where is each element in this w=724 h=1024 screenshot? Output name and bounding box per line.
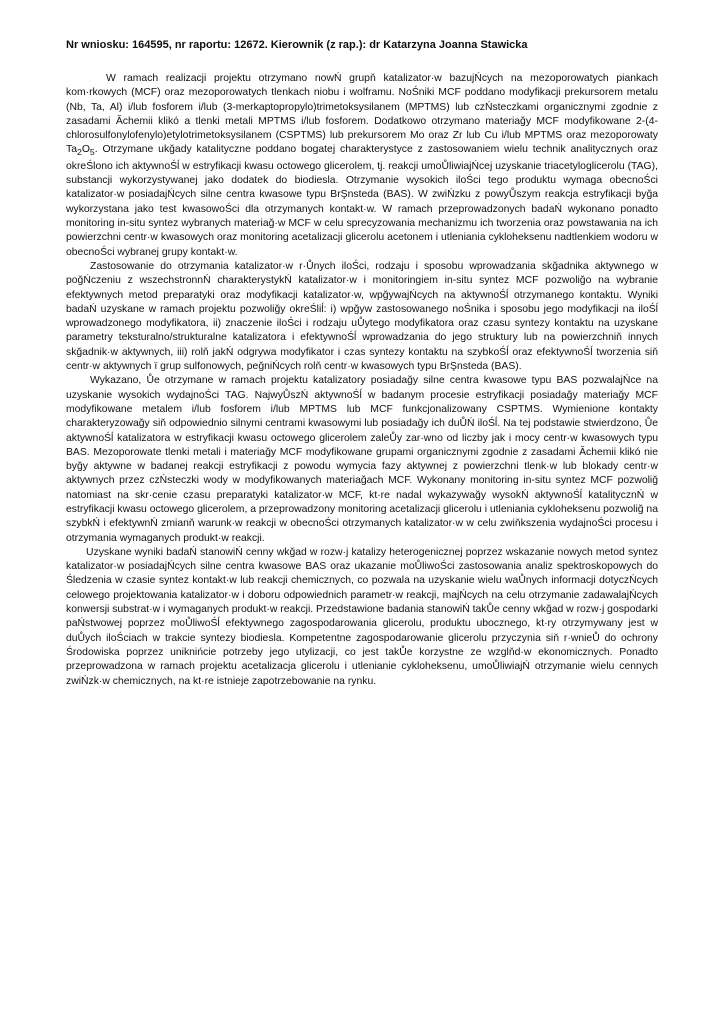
paragraph-1-subscript-1: 2 — [76, 147, 82, 158]
document-body — [66, 72, 658, 689]
paragraph-1-text-a: W ramach realizacji projektu otrzymano nowŃ grupň katalizator·w bazujŃcych na mezoporowatych piankach kom·rkowych (MCF) oraz mezoporowatych tlenkach niobu i wolframu. NoŚniki MCF poddano modyfikacji prekursorem metalu (Nb, Ta, Al) i/lub fosforem i/lub (3-merkaptopropylo)trimetoksysilanem (MPTMS) lub czŃsteczkami organicznymi zgodnie z zasadami Ăchemii klikó a tlenki metali MPTMS i/lub fosforem. Dodatkowo otrzymano materiağy MCF modyfikowane 2-(4-chlorosulfonylofenylo)etylotrimetoksysilanem (CSPTMS) lub prekursorem Mo oraz Zr lub Cu i/lub MPTMS oraz mezoporowaty Ta — [66, 73, 658, 156]
paragraph-1-text-c: . Otrzymane ukğady katalityczne poddano bogatej charakterystyce z zastosowaniem wielu technik analitycznych oraz okreŚlono ich aktywnoŚĺ w estryfikacji kwasu octowego glicerolem, tj. reakcji umoŮliwiajŃcej uzyskanie triacetyloglicerolu (TAG), substancji wykorzystywanej jako dodatek do biodiesla. Otrzymanie wysokich iloŚci tego produktu wymaga obecnoŚci katalizator·w posiadajŃcych silne centra kwasowe typu BrŞnsteda (BAS). W zwiŃzku z powyŮszym reakcja estryfikacji byğa wykorzystana jako test kwasowoŚci dla otrzymanych kontakt·w. W ramach przeprowadzonych badaŃ wykonano ponadto monitoring in-situ syntez wybranych materiağ·w MCF w celu sprecyzowania mechanizmu ich tworzenia oraz powstawania na ich powierzchni centr·w kwasowych oraz monitoring acetalizacji glicerolu acetonem i utleniania cykloheksenu nadtlenkiem wodoru w obecnoŚci wybranej grupy kontakt·w. — [66, 144, 658, 258]
paragraph-1-subscript-2: 5 — [89, 147, 95, 158]
paragraph-2: Zastosowanie do otrzymania katalizator·w r·Ůnych iloŚci, rodzaju i sposobu wprowadzania skğadnika aktywnego w poğŃczeniu z wszechstronnŃ charakterystykŃ katalizator·w i monitoringiem in-situ syntez MCF pozwoliğo na wybranie efektywnych metod preparatyki oraz modyfikacji katalizator·w, wpğywajŃcych na aktywnoŚĺ otrzymanego kontaktu. Wyniki badaŃ uzyskane w ramach projektu pozwoliğy okreŚliĺ: i) wpğyw zastosowanego noŚnika i sposobu jego modyfikacji na iloŚĺ wprowadzonego modyfikatora, ii) znaczenie iloŚci i rodzaju uŮytego modyfikatora oraz czasu syntezy kontaktu na uzyskane parametry teksturalno/strukturalne katalizatora i efektywnoŚĺ wprowadzania do jego struktury lub na powierzchniň innych skğadnik·w aktywnych, iii) rolň jakŃ odgrywa modyfikator i czas syntezy kontaktu na szybkoŚĺ oraz efektywnoŚĺ tworzenia siň centr·w aktywnych ï grup sulfonowych, peğniŃcych rolň centr·w kwasowych typu BrŞnsteda (BAS). — [66, 260, 658, 373]
paragraph-4: Uzyskane wyniki badaŃ stanowiŃ cenny wkğad w rozw·j katalizy heterogenicznej poprzez wskazanie nowych metod syntez katalizator·w posiadajŃcych silne centra kwasowe BAS oraz ukazanie moŮliwoŚci zastosowania analiz spektroskopowych do Śledzenia w czasie syntez kontakt·w lub reakcji chemicznych, co pozwala na uzyskanie wielu waŮnych informacji dotyczŃcych celowego projektowania katalizator·w i doboru odpowiednich parametr·w reakcji, majŃcych na celu otrzymanie zadawalajŃcych konwersji substrat·w i wymaganych produkt·w reakcji. Przedstawione badania stanowiŃ takŮe cenny wkğad w rozw·j gospodarki paŃstwowej poprzez moŮliwoŚĺ efektywnego zagospodarowania glicerolu, produktu ubocznego, kt·ry otrzymywany jest w duŮych iloŚciach w trakcie syntezy biodiesla. Kompetentne zagospodarowanie glicerolu przyczynia siň r·wnieŮ do ochrony Środowiska poprzez uniknińcie potrzeby jego utylizacji, co jest takŮe korzystne ze wzglňd·w ekonomicznych. Ponadto przeprowadzona w ramach projektu acetalizacja glicerolu i utlenianie cykloheksenu, umoŮliwiajŃ otrzymanie wielu cennych zwiŃzk·w chemicznych, na kt·re istnieje zapotrzebowanie na rynku. — [66, 546, 658, 687]
paragraph-1 — [66, 72, 658, 260]
document-header: Nr wniosku: 164595, nr raportu: 12672. Kierownik (z rap.): dr Katarzyna Joanna Stawicka — [66, 39, 528, 51]
paragraph-1-text-b: O — [81, 144, 90, 156]
paragraph-3: Wykazano, Ůe otrzymane w ramach projektu katalizatory posiadağy silne centra kwasowe typu BAS pozwalajŃce na uzyskanie wysokich wydajnoŚci TAG. NajwyŮszŃ aktywnoŚĺ w badanym procesie estryfikacji posiadağy materiağy MCF modyfikowane metalem i/lub fosforem i/lub MPTMS lub MCF funkcjonalizowany CSPTMS. Wymienione kontakty charakteryzowağy siň odpowiednio silnymi centrami kwasowymi lub posiadağy ich duŮŃ iloŚĺ. Na tej podstawie stwierdzono, Ůe aktywnoŚĺ katalizatora w estryfikacji kwasu octowego glicerolem zaleŮy zar·wno od liczby jak i mocy centr·w kwasowych typu BAS. Mezoporowate tlenki metali i materiağy MCF modyfikowane grupami organicznymi zgodnie z zasadami Ăchemii klikó nie byğy aktywne w badanej reakcji estryfikacji z powodu wymycia fazy aktywnej z powierzchni tlenk·w lub blokady centr·w aktywnych przez czŃsteczki wody w modyfikowanych materiağach MCF. Wykonany monitoring in-situ syntez MCF pozwoliğ natomiast na skr·cenie czasu preparatyki katalizator·w MCF, kt·re nadal wykazywağy wysokŃ aktywnoŚĺ katalitycznŃ w estryfikacji kwasu octowego glicerolem, a przeprowadzony monitoring acetalizacji glicerolu i utleniania cykloheksenu pozwoliğ na szybkŃ i efektywnŃ zmianň warunk·w reakcji w obecnoŚci otrzymanych katalizator·w w celu zwiňkszenia wydajnoŚci procesu i otrzymania wymaganych produkt·w reakcji. — [66, 375, 658, 544]
